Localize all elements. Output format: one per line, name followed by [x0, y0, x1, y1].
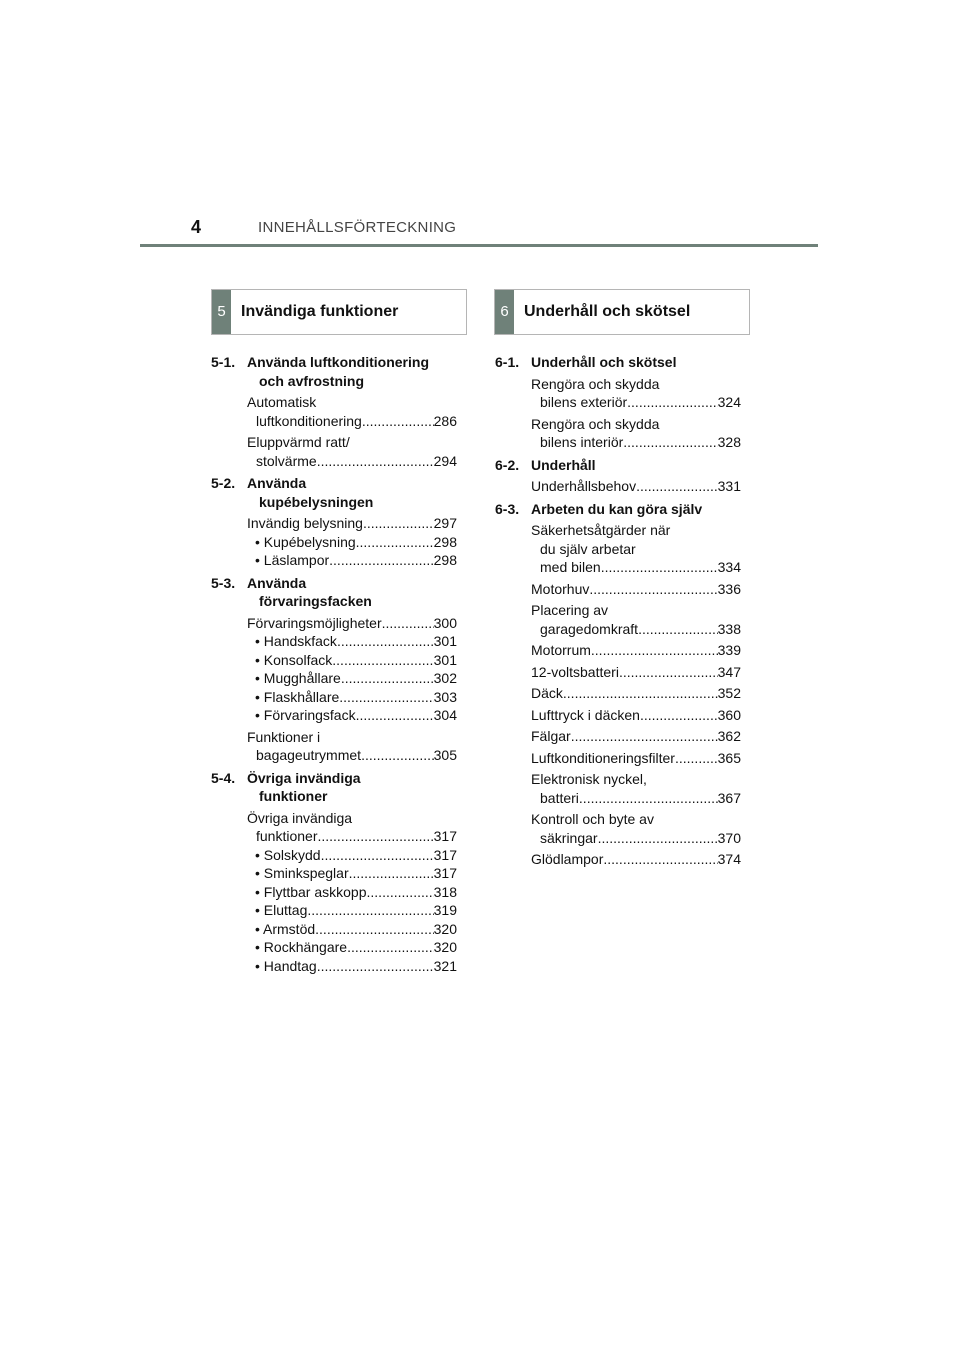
page-ref: 360 — [717, 706, 741, 723]
section-header-5 — [211, 289, 467, 335]
chapter-number: 6-1. — [495, 354, 520, 370]
page-ref: 318 — [433, 883, 457, 900]
page-ref: 370 — [717, 829, 741, 846]
toc-entry[interactable] — [531, 706, 741, 725]
chapter-title — [247, 769, 361, 806]
entry-text: bilens interiör — [540, 434, 624, 450]
entry-line[interactable] — [531, 684, 741, 703]
page-ref: 317 — [433, 828, 457, 844]
toc-entry[interactable] — [531, 749, 741, 768]
entry-text: • Rockhängare — [255, 939, 348, 955]
leader-dots — [623, 433, 717, 452]
leader-dots — [332, 651, 433, 670]
toc-entry[interactable] — [247, 433, 457, 470]
chapter-title-line: funktioner — [259, 788, 328, 804]
leader-dots — [563, 684, 718, 703]
entry-line[interactable] — [531, 477, 741, 496]
chapter-heading[interactable] — [211, 769, 457, 806]
entry-text: • Läslampor — [255, 552, 330, 568]
leader-dots — [329, 551, 433, 570]
entry-line[interactable] — [531, 580, 741, 599]
entry-text-line: Övriga invändiga — [247, 809, 353, 826]
entry-text: • Armstöd — [255, 920, 316, 937]
chapter-title — [247, 474, 373, 511]
section-title: Invändiga funktioner — [241, 303, 399, 320]
chapter-heading[interactable] — [211, 574, 457, 611]
toc-entry[interactable] — [247, 393, 457, 430]
chapter-title-line: kupébelysningen — [259, 493, 374, 510]
sub-entry[interactable] — [247, 957, 457, 976]
entry-text-line: Elektronisk nyckel, — [531, 771, 647, 787]
page-ref: 317 — [433, 865, 457, 881]
toc-entry[interactable] — [531, 727, 741, 746]
section-header-6 — [494, 289, 750, 335]
page-ref: 324 — [717, 394, 741, 410]
page-ref: 317 — [433, 846, 457, 863]
leader-dots — [341, 669, 434, 688]
entry-line[interactable] — [531, 433, 741, 452]
entry-line[interactable] — [531, 663, 741, 682]
toc-entry[interactable] — [531, 580, 741, 599]
page-ref: 300 — [433, 614, 457, 631]
page-ref: 302 — [433, 670, 457, 686]
entry-text: • Kupébelysning — [255, 533, 356, 550]
leader-dots — [315, 920, 433, 939]
sub-entry[interactable] — [247, 864, 457, 883]
entry-line[interactable] — [531, 558, 741, 577]
leader-dots — [361, 746, 434, 765]
chapter-heading[interactable] — [495, 353, 741, 372]
entry-text: Underhållsbehov — [531, 478, 637, 494]
leader-dots — [627, 393, 717, 412]
chapter-title-line: Underhåll — [531, 456, 596, 473]
page-number: 4 — [191, 217, 202, 237]
page-title: INNEHÅLLSFÖRTECKNING — [258, 219, 457, 236]
entry-line[interactable] — [531, 829, 741, 848]
leader-dots — [675, 749, 718, 768]
entry-text: • Handtag — [255, 957, 317, 974]
sub-entry[interactable] — [247, 883, 457, 902]
chapter-title — [247, 353, 429, 390]
entry-text: • Förvaringsfack — [255, 707, 356, 723]
page-ref: 374 — [717, 851, 741, 867]
entry-line[interactable] — [531, 749, 741, 768]
entry-text: • Handskfack — [255, 633, 337, 649]
entry-line[interactable] — [247, 827, 457, 846]
sub-entry[interactable] — [247, 688, 457, 707]
page-ref: 365 — [717, 749, 741, 766]
sub-entry[interactable] — [247, 669, 457, 688]
leader-dots — [307, 901, 433, 920]
sub-entry[interactable] — [247, 938, 457, 957]
entry-text: Invändig belysning — [247, 515, 363, 531]
entry-text: säkringar — [540, 829, 598, 846]
leader-dots — [321, 846, 434, 865]
entry-text-line: Automatisk — [247, 394, 317, 410]
entry-text: • Solskydd — [255, 846, 321, 863]
toc-entry[interactable] — [531, 415, 741, 452]
sub-entry[interactable] — [247, 920, 457, 939]
page-ref: 321 — [433, 957, 457, 974]
leader-dots — [382, 614, 434, 633]
chapter-title-line: Använda — [247, 574, 307, 591]
leader-dots — [591, 641, 718, 660]
leader-dots — [367, 883, 434, 902]
entry-text: Motorhuv — [531, 580, 590, 597]
chapter-title — [247, 574, 372, 611]
leader-dots — [571, 727, 718, 746]
entry-line[interactable] — [247, 514, 457, 533]
page-ref: 286 — [433, 412, 457, 429]
page-ref: 339 — [717, 642, 741, 658]
sub-entry[interactable] — [247, 632, 457, 651]
entry-text-line: Rengöra och skydda — [531, 415, 660, 432]
entry-text: batteri — [540, 789, 579, 806]
leader-dots — [638, 620, 718, 639]
chapter-number: 6-3. — [495, 500, 520, 517]
toc-entry[interactable] — [531, 477, 741, 496]
entry-line[interactable] — [531, 706, 741, 725]
leader-dots — [362, 412, 434, 431]
sub-entry[interactable] — [247, 651, 457, 670]
page-ref: 305 — [433, 747, 457, 763]
entry-text: med bilen — [540, 559, 601, 575]
chapter-title-line: Arbeten du kan göra själv — [531, 500, 703, 517]
page-ref: 320 — [433, 920, 457, 937]
chapter-title-line: och avfrostning — [259, 372, 365, 389]
page-ref: 298 — [433, 552, 457, 568]
entry-text: 12-voltsbatteri — [531, 663, 619, 680]
toc-entry[interactable] — [531, 850, 741, 869]
entry-text-line: Funktioner i — [247, 728, 321, 745]
entry-text: Förvaringsmöjligheter — [247, 614, 382, 631]
entry-line[interactable] — [531, 789, 741, 808]
entry-text-line: du själv arbetar — [540, 540, 636, 557]
entry-text-line: Placering av — [531, 602, 609, 618]
leader-dots — [598, 829, 718, 848]
leader-dots — [356, 533, 434, 552]
entry-text: • Eluttag — [255, 902, 308, 918]
entry-line[interactable] — [247, 452, 457, 471]
page-ref: 294 — [433, 452, 457, 469]
toc-entry[interactable] — [531, 770, 741, 807]
entry-text: • Sminkspeglar — [255, 865, 349, 881]
page-header — [140, 216, 818, 248]
page-ref: 367 — [717, 789, 741, 806]
chapter-number: 5-3. — [211, 574, 236, 591]
leader-dots — [363, 514, 434, 533]
toc-entry[interactable] — [531, 684, 741, 703]
chapter-number: 5-1. — [211, 354, 236, 370]
entry-text: Fälgar — [531, 728, 571, 744]
toc-entry[interactable] — [531, 810, 741, 847]
toc-column-left — [211, 353, 457, 975]
entry-text: luftkonditionering — [256, 412, 362, 429]
entry-line[interactable] — [531, 727, 741, 746]
toc-entry[interactable] — [531, 375, 741, 412]
chapter-heading[interactable] — [495, 500, 741, 519]
entry-text-line: Kontroll och byte av — [531, 811, 654, 827]
section-number: 6 — [495, 290, 514, 334]
chapter-heading[interactable] — [211, 474, 457, 511]
chapter-title — [531, 500, 702, 519]
page-ref: 304 — [433, 707, 457, 723]
header-divider — [140, 244, 818, 247]
entry-text: Motorrum — [531, 642, 591, 658]
chapter-title — [531, 353, 676, 372]
leader-dots — [640, 706, 718, 725]
leader-dots — [636, 477, 718, 496]
page-ref: 328 — [717, 434, 741, 450]
page-ref: 301 — [433, 633, 457, 649]
entry-text: bagageutrymmet — [256, 747, 362, 763]
entry-text: bilens exteriör — [540, 394, 628, 410]
toc-entry[interactable] — [531, 641, 741, 660]
leader-dots — [317, 452, 434, 471]
leader-dots — [619, 663, 718, 682]
sub-entry[interactable] — [247, 533, 457, 552]
leader-dots — [356, 706, 434, 725]
sub-entry[interactable] — [247, 846, 457, 865]
leader-dots — [589, 580, 717, 599]
section-title: Underhåll och skötsel — [524, 303, 691, 320]
page-ref: 319 — [433, 902, 457, 918]
entry-line[interactable] — [247, 412, 457, 431]
entry-line[interactable] — [531, 393, 741, 412]
page-ref: 303 — [433, 688, 457, 705]
page-ref: 336 — [717, 580, 741, 597]
entry-text-line: Säkerhetsåtgärder när — [531, 522, 671, 538]
page-ref: 297 — [433, 515, 457, 531]
entry-text: • Flaskhållare — [255, 688, 340, 705]
entry-text: stolvärme — [256, 452, 317, 469]
entry-text: • Flyttbar askkopp — [255, 883, 367, 900]
section-number: 5 — [212, 290, 231, 334]
entry-text: Luftkonditioneringsfilter — [531, 749, 675, 766]
chapter-title-line: Underhåll och skötsel — [531, 354, 677, 370]
leader-dots — [603, 850, 717, 869]
page-ref: 331 — [717, 478, 741, 494]
page-ref: 301 — [433, 651, 457, 668]
leader-dots — [579, 789, 718, 808]
leader-dots — [601, 558, 718, 577]
entry-line[interactable] — [247, 614, 457, 633]
leader-dots — [339, 688, 433, 707]
toc-entry[interactable] — [247, 614, 457, 725]
page-ref: 362 — [717, 728, 741, 744]
chapter-title — [531, 456, 596, 475]
chapter-number: 5-4. — [211, 769, 236, 786]
page-ref: 298 — [433, 533, 457, 550]
chapter-number: 5-2. — [211, 475, 236, 491]
entry-text: Lufttryck i däcken — [531, 706, 640, 723]
entry-text: • Konsolfack — [255, 651, 333, 668]
entry-text: garagedomkraft — [540, 620, 639, 637]
toc-column-right — [495, 353, 741, 869]
entry-text-line: Rengöra och skydda — [531, 375, 660, 392]
chapter-number: 6-2. — [495, 456, 520, 473]
entry-line[interactable] — [531, 850, 741, 869]
leader-dots — [317, 827, 433, 846]
entry-text: Glödlampor — [531, 851, 604, 867]
chapter-heading[interactable] — [495, 456, 741, 475]
page-ref: 320 — [433, 939, 457, 955]
toc-entry[interactable] — [531, 521, 741, 577]
toc-entry[interactable] — [531, 663, 741, 682]
page-ref: 334 — [717, 559, 741, 575]
page-ref: 347 — [717, 663, 741, 680]
entry-text: funktioner — [256, 828, 318, 844]
toc-entry[interactable] — [247, 728, 457, 765]
chapter-heading[interactable] — [211, 353, 457, 390]
chapter-title-line: Övriga invändiga — [247, 769, 361, 786]
chapter-title-line: Använda luftkonditionering — [247, 354, 429, 370]
entry-text: Däck — [531, 685, 563, 701]
sub-entry[interactable] — [247, 706, 457, 725]
toc-entry[interactable] — [247, 514, 457, 570]
entry-line[interactable] — [531, 641, 741, 660]
chapter-title-line: Använda — [247, 475, 307, 491]
sub-entry[interactable] — [247, 901, 457, 920]
toc-entry[interactable] — [247, 809, 457, 976]
entry-text-line: Eluppvärmd ratt/ — [247, 434, 350, 450]
toc-entry[interactable] — [531, 601, 741, 638]
entry-line[interactable] — [247, 746, 457, 765]
leader-dots — [337, 632, 434, 651]
page-ref: 352 — [717, 685, 741, 701]
page-ref: 338 — [717, 620, 741, 637]
leader-dots — [347, 938, 434, 957]
entry-line[interactable] — [531, 620, 741, 639]
entry-text: • Mugghållare — [255, 670, 341, 686]
leader-dots — [349, 864, 434, 883]
leader-dots — [317, 957, 434, 976]
chapter-title-line: förvaringsfacken — [259, 593, 372, 609]
sub-entry[interactable] — [247, 551, 457, 570]
